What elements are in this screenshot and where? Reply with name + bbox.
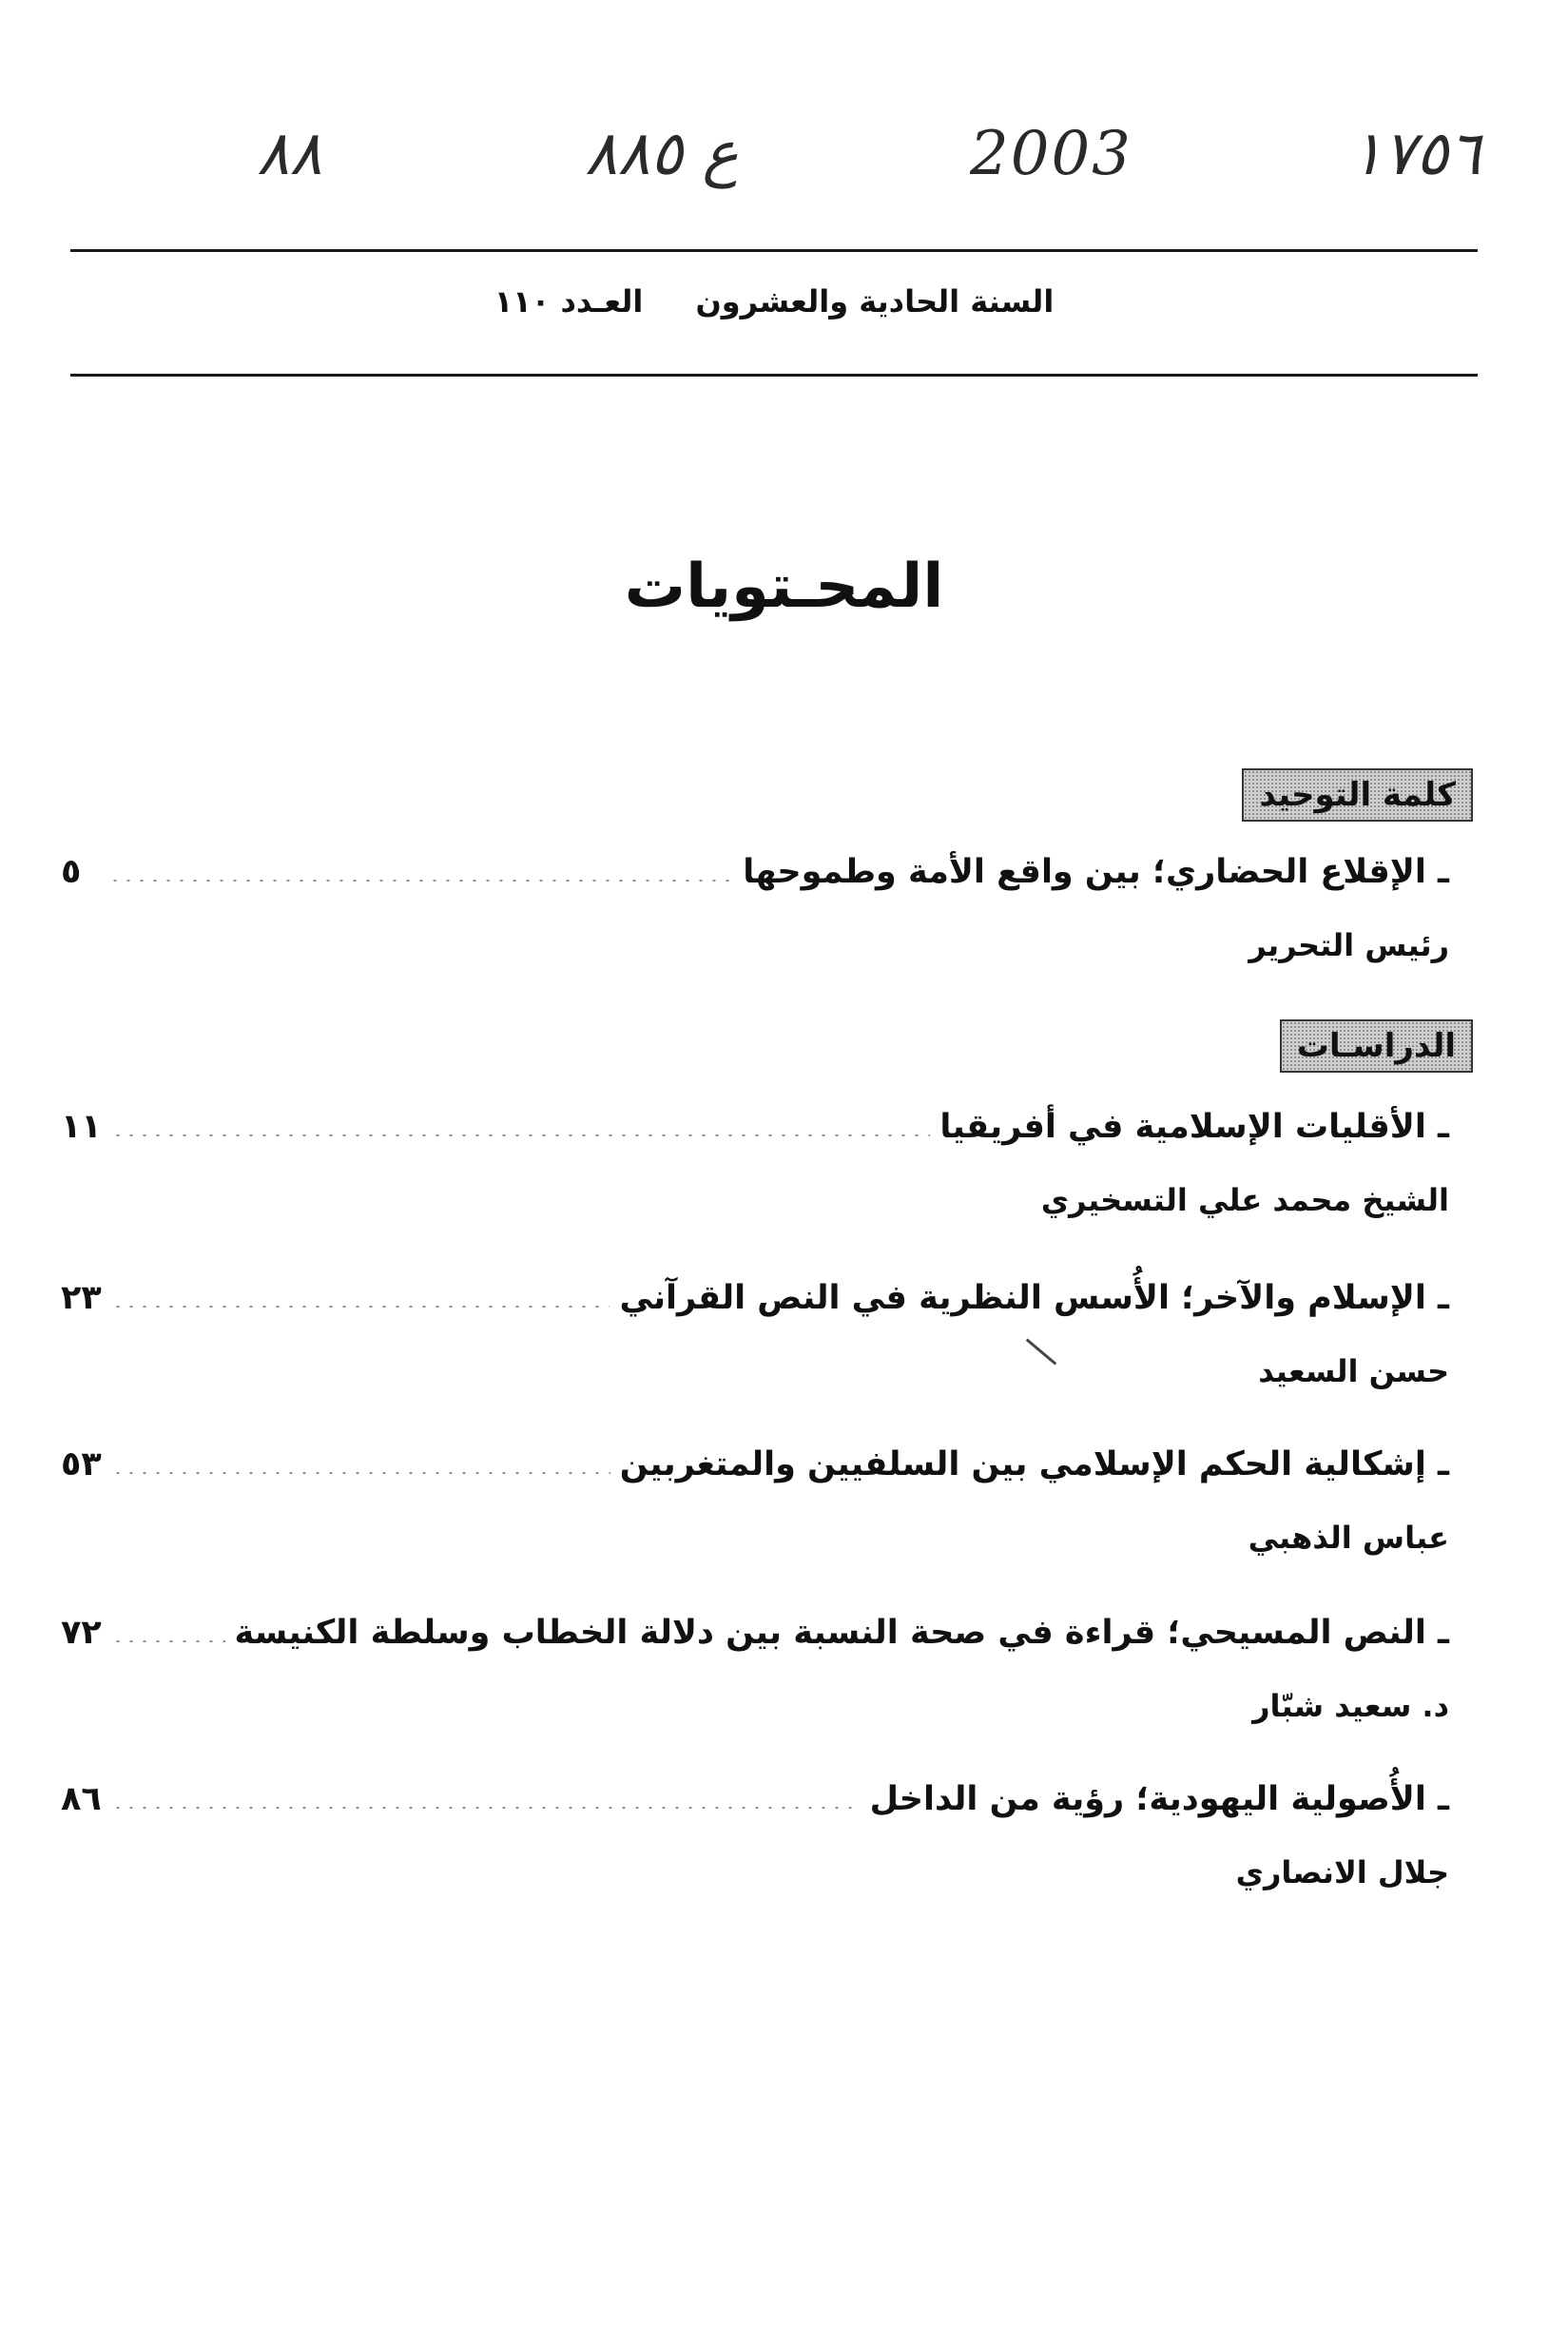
section-header-studies: الدراسـات [1280, 1019, 1473, 1073]
dot-leader [111, 1806, 861, 1810]
entry-author: عباس الذهبي [1248, 1520, 1449, 1556]
entry-author: رئيس التحرير [1249, 927, 1449, 963]
toc-entry[interactable] [61, 1445, 1449, 1556]
toc-entry[interactable] [61, 1279, 1449, 1389]
handwritten-note: ١٧٥٦ [1350, 119, 1481, 189]
issue-year: السنة الحادية والعشرون [695, 283, 1055, 320]
dot-leader [111, 1305, 610, 1308]
handwritten-note: ع ٨٨٥ [585, 119, 739, 189]
entry-page-number: ٧٢ [61, 1614, 102, 1652]
entry-author: الشيخ محمد علي التسخيري [1040, 1182, 1449, 1218]
toc-entry[interactable] [61, 1614, 1449, 1724]
handwritten-note: ٨٨ [257, 119, 322, 189]
entry-title: ـ الأقليات الإسلامية في أفريقيا [939, 1108, 1449, 1146]
toc-entry[interactable] [61, 1108, 1449, 1218]
issue-line [70, 283, 1478, 320]
entry-title: ـ الأُصولية اليهودية؛ رؤية من الداخل [869, 1780, 1449, 1818]
dot-leader [108, 879, 733, 882]
dot-leader [111, 1639, 225, 1643]
entry-page-number: ٨٦ [61, 1780, 102, 1818]
entry-page-number: ٢٣ [61, 1279, 102, 1317]
entry-page-number: ٥ [61, 853, 82, 891]
entry-title: ـ إشكالية الحكم الإسلامي بين السلفيين والمتغربين [619, 1445, 1449, 1483]
entry-page-number: ٥٣ [61, 1445, 102, 1483]
entry-title: ـ الإقلاع الحضاري؛ بين واقع الأمة وطموحها [743, 853, 1449, 891]
issue-number: العـدد ١١٠ [494, 283, 644, 320]
entry-author: حسن السعيد [1258, 1353, 1449, 1389]
entry-author: جلال الانصاري [1235, 1854, 1449, 1890]
header-rule-bottom [70, 374, 1478, 377]
handwritten-notes [0, 0, 1568, 247]
entry-page-number: ١١ [61, 1108, 102, 1146]
dot-leader [111, 1134, 931, 1137]
dot-leader [111, 1471, 610, 1475]
entry-title: ـ النص المسيحي؛ قراءة في صحة النسبة بين دلالة الخطاب وسلطة الكنيسة [234, 1614, 1449, 1652]
page-title: المحـتويات [624, 552, 944, 622]
entry-author: د. سعيد شبّار [1252, 1688, 1449, 1724]
header-rule-top [70, 249, 1478, 252]
entry-title: ـ الإسلام والآخر؛ الأُسس النظرية في النص القرآني [619, 1279, 1449, 1317]
section-header-tawhid: كلمة التوحيد [1242, 768, 1473, 822]
handwritten-note: 2003 [970, 119, 1132, 189]
toc-entry[interactable] [61, 1780, 1449, 1890]
toc-entry[interactable] [61, 853, 1449, 963]
